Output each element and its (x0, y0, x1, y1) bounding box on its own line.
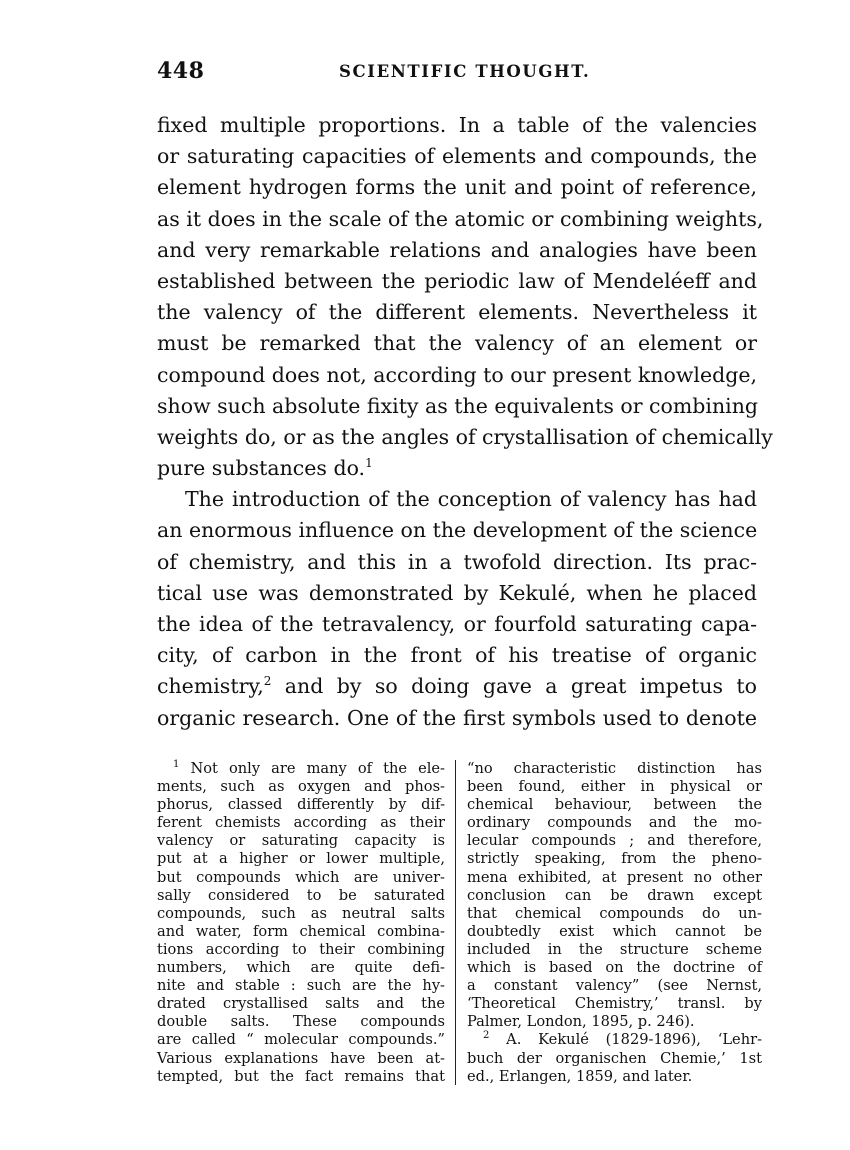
footnote-line: valency or saturating capacity is (157, 832, 445, 850)
footnote-line (467, 1031, 762, 1049)
footnote-mark-2: 2 (483, 1030, 490, 1042)
footnote-line: ‘Theoretical Chemistry,’ transl. by (467, 995, 762, 1013)
page-header (157, 58, 757, 88)
footnote-line: been found, either in physical or (467, 778, 762, 796)
footnote-column-right (467, 760, 762, 1086)
footnote-line: conclusion can be drawn except (467, 886, 762, 904)
body-line: city, of carbon in the front of his treatise of organic (157, 643, 757, 668)
footnote-line: lecular compounds ; and therefore, (467, 832, 762, 850)
footnote-line: ed., Erlangen, 1859, and later. (467, 1067, 693, 1085)
body-line: must be remarked that the valency of an element or (157, 331, 757, 356)
body-line: element hydrogen forms the unit and point of reference, (157, 175, 757, 200)
body-line: and very remarkable relations and analogies have been (157, 237, 757, 262)
footnote-line: “no characteristic distinction has (467, 760, 762, 777)
footnote-line: tempted, but the fact remains that (157, 1067, 445, 1085)
footnote-line: and water, form chemical combina- (157, 922, 445, 940)
footnote-line: phorus, classed differently by dif- (157, 796, 445, 814)
footnote-line: ments, such as oxygen and phos- (157, 778, 445, 796)
footnote-line: ferent chemists according as their (157, 814, 445, 832)
footnote-line: Palmer, London, 1895, p. 246). (467, 1013, 695, 1031)
footnote-line: numbers, which are quite defi- (157, 959, 445, 977)
body-line: an enormous influence on the development of the science (157, 518, 758, 543)
footnote-line: ordinary compounds and the mo- (467, 814, 762, 832)
body-line: as it does in the scale of the atomic or combining weights, (157, 206, 764, 231)
footnote-mark-1: 1 (173, 759, 180, 771)
body-line: The introduction of the conception of valency has had (185, 487, 757, 512)
footnote-line: tions according to their combining (157, 940, 445, 958)
footnote-line: double salts. These compounds (157, 1013, 445, 1031)
column-divider (455, 760, 456, 1085)
footnote-line: which is based on the doctrine of (467, 959, 762, 977)
footnote-line: that chemical compounds do un- (467, 904, 762, 922)
footnote-ref-1[interactable]: 1 (365, 456, 373, 471)
body-line: the idea of the tetravalency, or fourfold saturating capa- (157, 612, 757, 636)
footnote-line: are called “ molecular compounds.” (157, 1031, 445, 1049)
footnote-line: buch der organischen Chemie,’ 1st (467, 1049, 762, 1067)
body-line: show such absolute fixity as the equivalents or combining (157, 393, 759, 418)
body-line (157, 453, 757, 484)
footnote-line: nite and stable : such are the hy- (157, 977, 445, 995)
body-line: tical use was demonstrated by Kekulé, when he placed (157, 580, 757, 605)
body-line: weights do, or as the angles of crystallisation of chemically (157, 424, 773, 449)
footnote-line: compounds, such as neutral salts (157, 904, 445, 922)
running-title: SCIENTIFIC THOUGHT. (339, 62, 591, 81)
body-line-text: pure substances do. (157, 456, 366, 481)
footnote-line (157, 760, 445, 778)
page-number: 448 (157, 58, 205, 84)
footnote-line: Various explanations have been at- (157, 1049, 445, 1067)
footnote-line: but compounds which are univer- (157, 868, 445, 886)
footnote-line: put at a higher or lower multiple, (157, 850, 445, 868)
footnote-line: included in the structure scheme (467, 940, 762, 958)
footnote-line: a constant valency” (see Nernst, (467, 977, 762, 995)
body-line: the valency of the different elements. Nevertheless it (157, 300, 757, 325)
footnote-line: chemical behaviour, between the (467, 796, 762, 814)
body-line-text: chemistry, (157, 674, 264, 699)
footnote-ref-2[interactable]: 2 (263, 674, 272, 689)
footnote-line: doubtedly exist which cannot be (467, 922, 762, 940)
body-line: fixed multiple proportions. In a table of the valencies (157, 113, 757, 137)
footnote-line: drated crystallised salts and the (157, 995, 445, 1013)
footnote-column-left (157, 760, 445, 1086)
body-line: established between the periodic law of Mendeléeff and (157, 268, 757, 293)
footnote-line: strictly speaking, from the pheno- (467, 850, 762, 868)
body-line-text: and by so doing gave a great impetus to (271, 674, 757, 699)
body-line: of chemistry, and this in a twofold direction. Its prac- (157, 549, 757, 574)
body-line (157, 671, 757, 702)
footnote-line: mena exhibited, at present no other (467, 868, 762, 886)
body-text (157, 110, 773, 734)
footnote-line: sally considered to be saturated (157, 886, 445, 904)
footnote-line-text: A. Kekulé (1829-1896), ‘Lehr- (489, 1031, 762, 1049)
body-line: or saturating capacities of elements and compounds, the (157, 144, 757, 169)
body-line: compound does not, according to our present knowledge, (157, 362, 757, 387)
footnotes (157, 760, 762, 1090)
body-line: organic research. One of the first symbols used to denote (157, 705, 757, 730)
footnote-line-text: Not only are many of the ele- (179, 760, 445, 777)
